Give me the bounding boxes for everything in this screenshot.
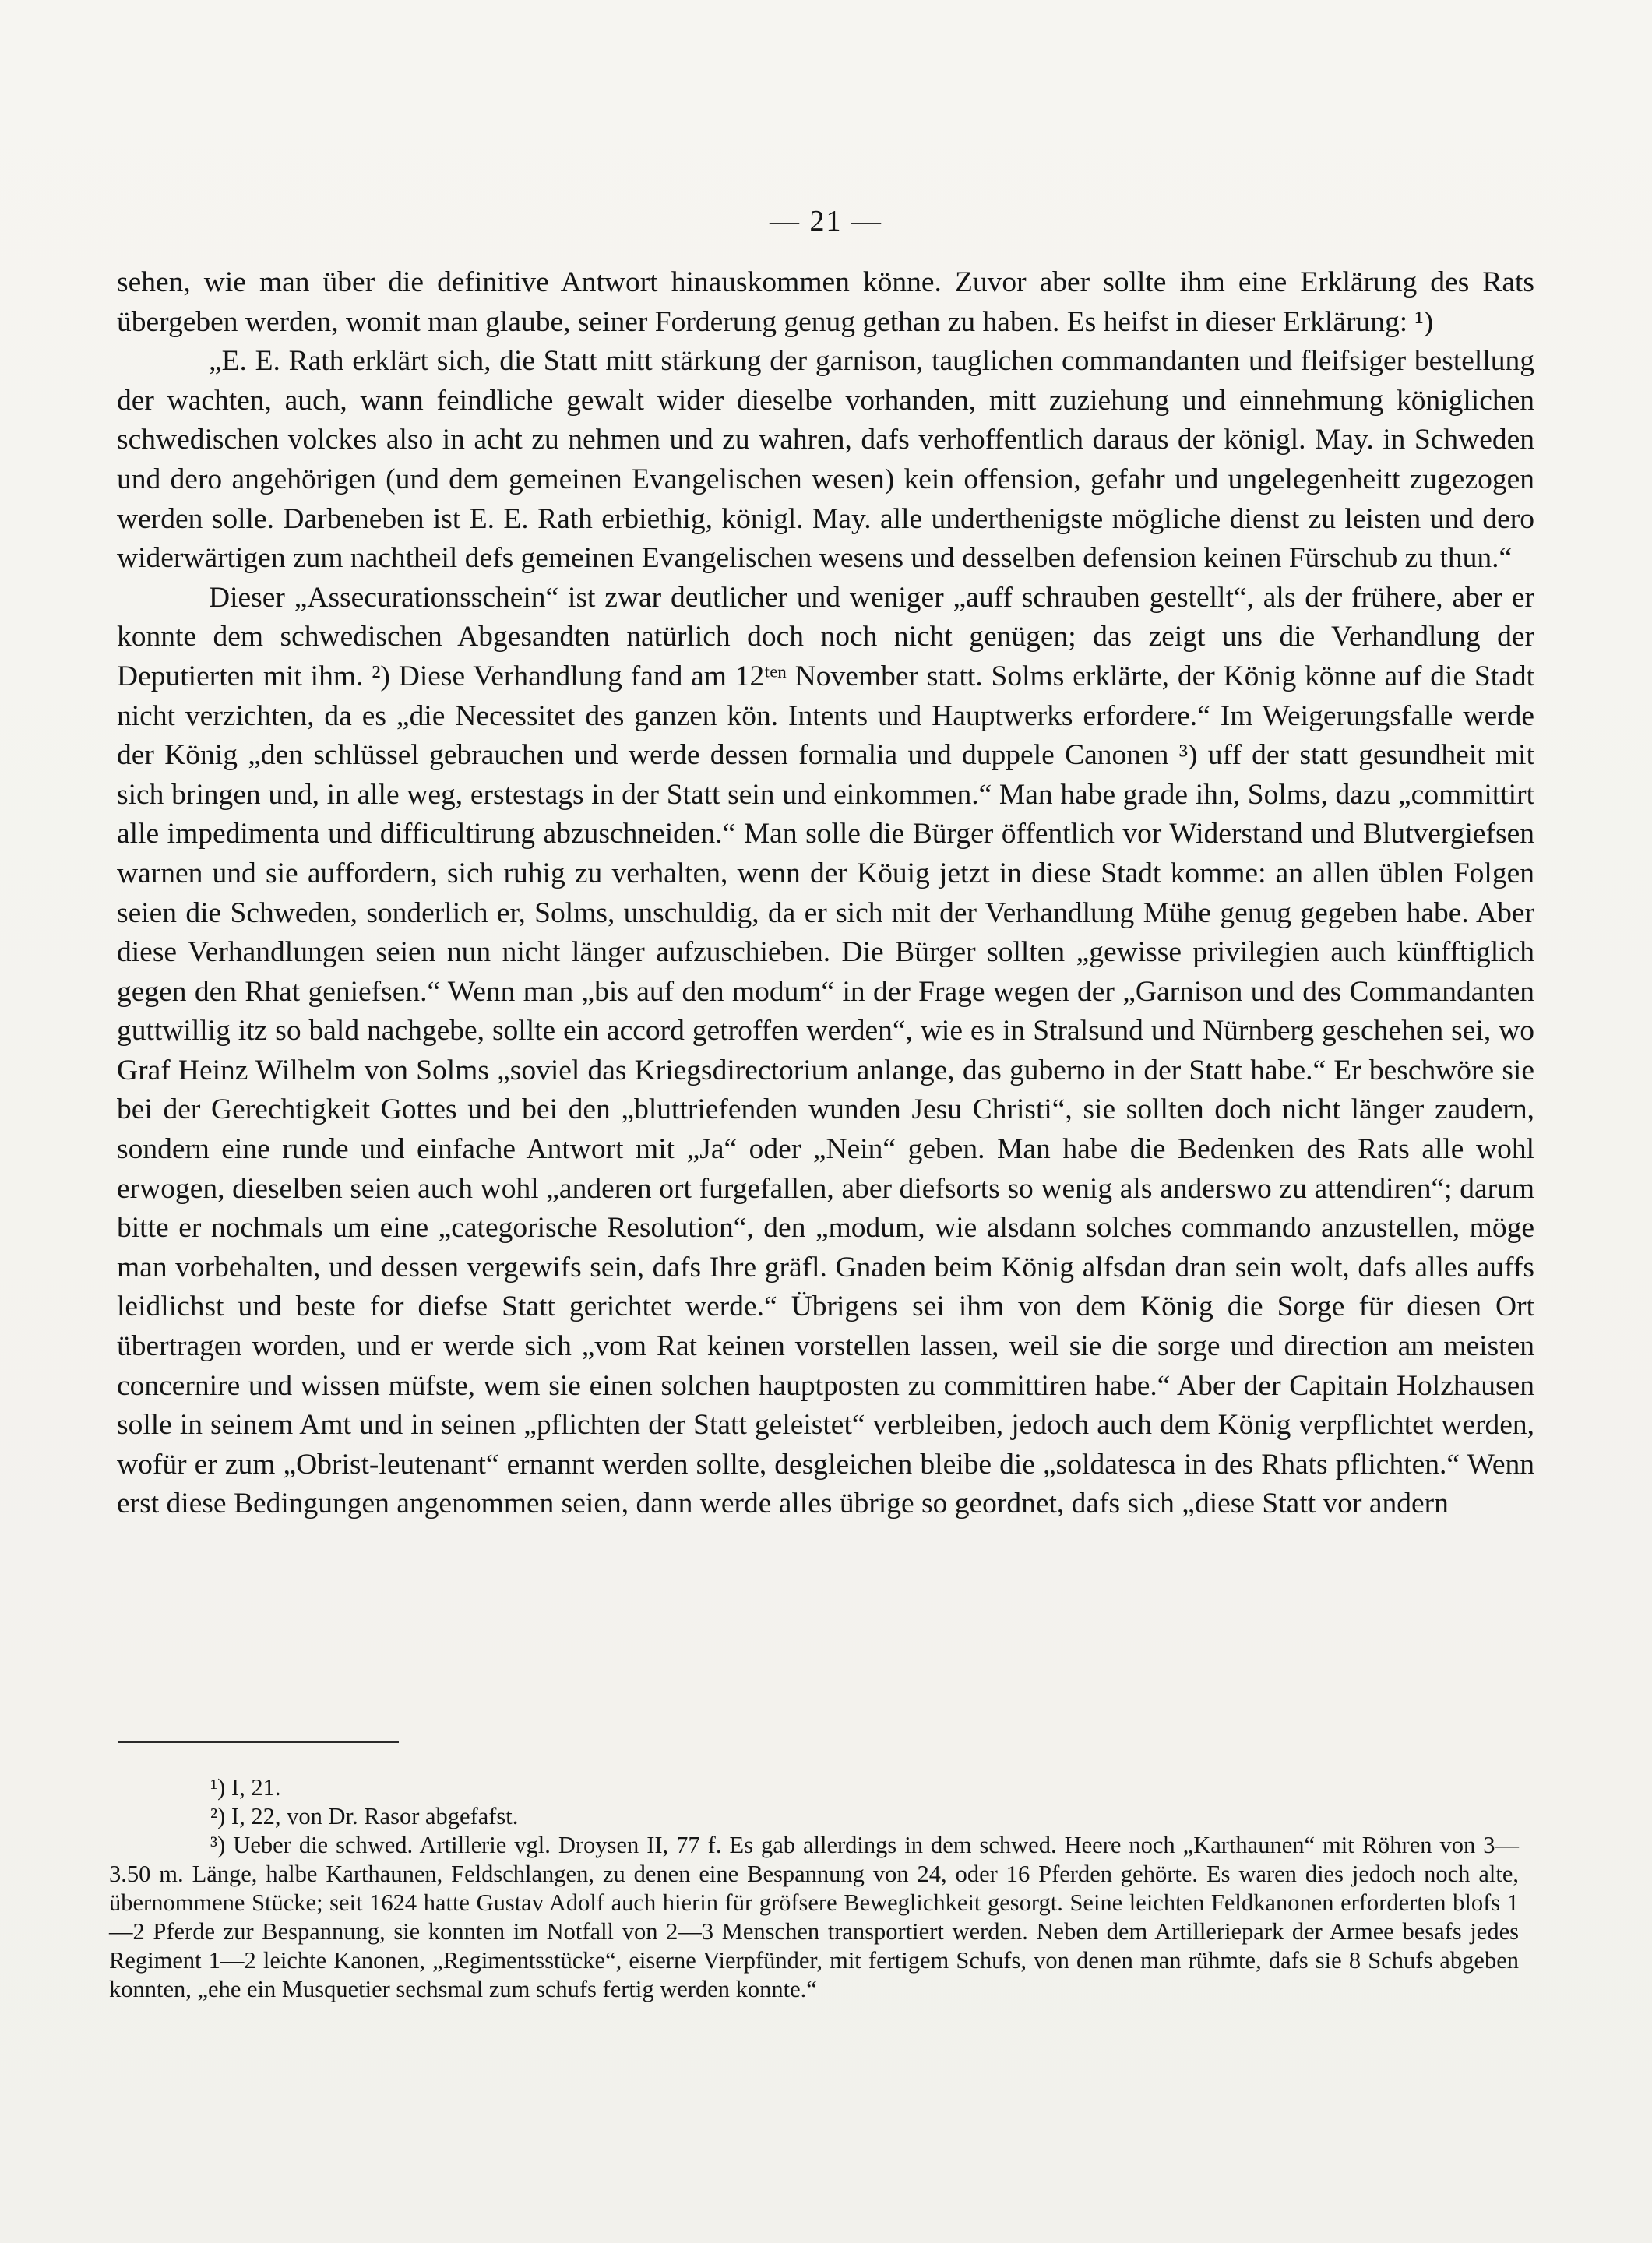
footnotes	[109, 1773, 1519, 2004]
paragraph-3: Dieser „Assecurationsschein“ ist zwar deutlicher und weniger „auff schrauben gestellt“, als der frühere, aber er konnte dem schwedischen Abgesandten natürlich doch noch nicht genügen; das zeigt uns die Verhandlung der Deputierten mit ihm. ²) Diese Verhandlung fand am 12ᵗᵉⁿ November statt. Solms erklärte, der König könne auf die Stadt nicht verzichten, da es „die Necessitet des ganzen kön. Intents und Hauptwerks erfordere.“ Im Weigerungsfalle werde der König „den schlüssel gebrauchen und werde dessen formalia und duppele Canonen ³) uff der statt gesundheit mit sich bringen und, in alle weg, erstestags in der Statt sein und einkommen.“ Man habe grade ihn, Solms, dazu „committirt alle impedimenta und difficultirung abzuschneiden.“ Man solle die Bürger öffentlich vor Widerstand und Blutvergiefsen warnen und sie auffordern, sich ruhig zu verhalten, wenn der Köuig jetzt in diese Stadt komme: an allen üblen Folgen seien die Schweden, sonderlich er, Solms, unschuldig, da er sich mit der Verhandlung Mühe genug gegeben habe. Aber diese Verhandlungen seien nun nicht länger aufzuschieben. Die Bürger sollten „gewisse privilegien auch künfftiglich gegen den Rhat geniefsen.“ Wenn man „bis auf den modum“ in der Frage wegen der „Garnison und des Commandanten guttwillig itz so bald nachgebe, sollte ein accord getroffen werden“, wie es in Stralsund und Nürnberg geschehen sei, wo Graf Heinz Wilhelm von Solms „soviel das Kriegsdirectorium anlange, das guberno in der Statt habe.“ Er beschwöre sie bei der Gerechtigkeit Gottes und bei den „bluttriefenden wunden Jesu Christi“, sie sollten doch nicht länger zaudern, sondern eine runde und einfache Antwort mit „Ja“ oder „Nein“ geben. Man habe die Bedenken des Rats alle wohl erwogen, dieselben seien auch wohl „anderen ort furgefallen, aber diefsorts so wenig als anderswo zu attendiren“; darum bitte er nochmals um eine „categorische Resolution“, den „modum, wie alsdann solches commando anzustellen, möge man vorbehalten, und dessen vergewifs sein, dafs Ihre gräfl. Gnaden beim König alfsdan dran sein wolt, dafs alles auffs leidlichst und beste for diefse Statt gerichtet werde.“ Übrigens sei ihm von dem König die Sorge für diesen Ort übertragen worden, und er werde sich „vom Rat keinen vorstellen lassen, weil sie die sorge und direction am meisten concernire und wissen müfste, wem sie einen solchen hauptposten zu committiren habe.“ Aber der Capitain Holzhausen solle in seinem Amt und in seinen „pflichten der Statt geleistet“ verbleiben, jedoch auch dem König verpflichtet werden, wofür er zum „Obrist-leutenant“ ernannt werden sollte, desgleichen bleibe die „soldatesca in des Rhats pflichten.“ Wenn erst diese Bedingungen angenommen seien, dann werde alles übrige so geordnet, dafs sich „diese Statt vor andern	[117, 581, 1534, 1520]
footnote-2: ²) I, 22, von Dr. Rasor abgefafst.	[210, 1803, 519, 1829]
main-text	[117, 263, 1534, 1524]
page-number: — 21 —	[770, 205, 882, 238]
paragraph-1: sehen, wie man über die definitive Antwort hinauskommen könne. Zuvor aber sollte ihm eine Erklärung des Rats übergeben werden, womit man glaube, seiner Forderung genug gethan zu haben. Es heifst in dieser Erklärung: ¹)	[117, 266, 1534, 338]
footnote-3: ³) Ueber die schwed. Artillerie vgl. Droysen II, 77 f. Es gab allerdings in dem schwed. Heere noch „Karthaunen“ mit Röhren von 3—3.50 m. Länge, halbe Karthaunen, Feldschlangen, zu denen eine Bespannung von 24, oder 16 Pferden gehörte. Es waren dies jedoch noch alte, übernommene Stücke; seit 1624 hatte Gustav Adolf auch hierin für gröfsere Beweglichkeit gesorgt. Seine leichten Feldkanonen erforderten blofs 1—2 Pferde zur Bespannung, sie konnten im Notfall von 2—3 Menschen transportiert werden. Neben dem Artilleriepark der Armee besafs jedes Regiment 1—2 leichte Kanonen, „Regimentsstücke“, eiserne Vierpfünder, mit fertigem Schufs, von denen man rühmte, dafs sie 8 Schufs abgeben konnten, „ehe ein Musquetier sechsmal zum schufs fertig werden konnte.“	[109, 1832, 1519, 2002]
footnote-1: ¹) I, 21.	[210, 1774, 281, 1801]
paragraph-2-quote: „E. E. Rath erklärt sich, die Statt mitt stärkung der garnison, tauglichen commandanten und fleifsiger bestellung der wachten, auch, wann feindliche gewalt wider dieselbe vorhanden, mitt zuziehung und einnehmung königlichen schwedischen volckes also in acht zu nehmen und zu wahren, dafs verhoffentlich daraus der königl. May. in Schweden und dero angehörigen (und dem gemeinen Evangelischen wesen) kein offension, gefahr und ungelegenheitt zugezogen werden solle. Darbeneben ist E. E. Rath erbiethig, königl. May. alle underthenigste mögliche dienst zu leisten und dero widerwärtigen zum nachtheil defs gemeinen Evangelischen wesens und desselben defension keinen Fürschub zu thun.“	[117, 345, 1534, 575]
footnote-divider	[118, 1741, 399, 1743]
